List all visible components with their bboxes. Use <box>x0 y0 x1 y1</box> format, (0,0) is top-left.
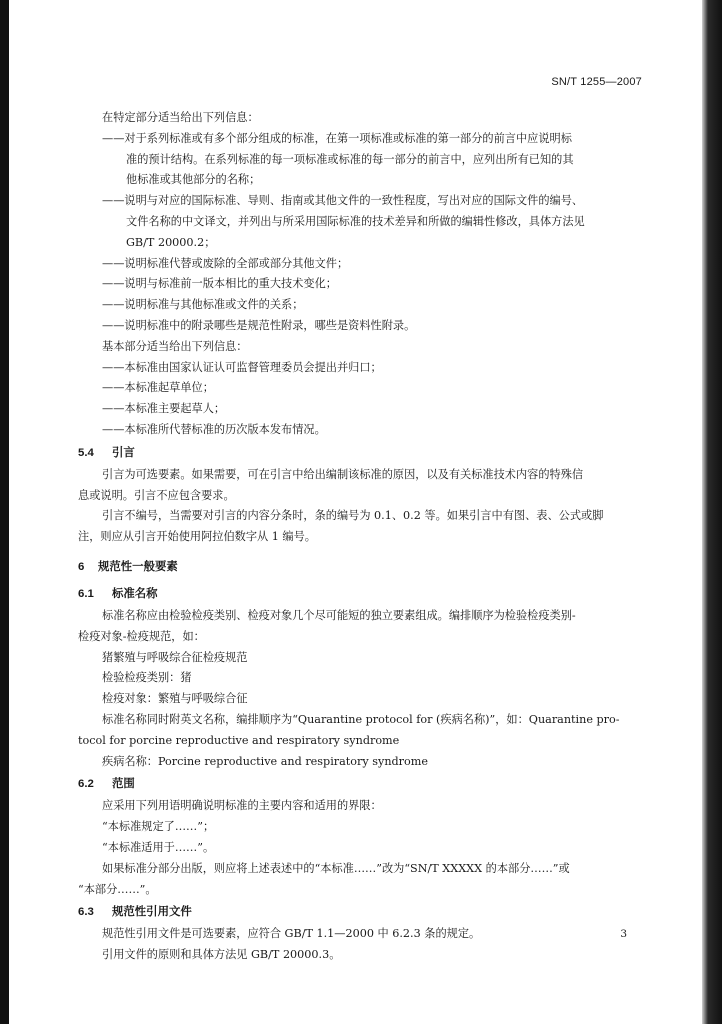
text-line: 猪繁殖与呼吸综合征检疫规范 <box>102 650 248 664</box>
text-line: 检验检疫类别：猪 <box>102 671 192 685</box>
text-line: ——本标准主要起草人； <box>102 402 226 416</box>
text-line: 注，则应从引言开始使用阿拉伯数字从 1 编号。 <box>78 530 316 544</box>
text-line: ——说明标准中的附录哪些是规范性附录，哪些是资料性附录。 <box>102 318 416 332</box>
text-line: 准的预计结构。在系列标准的每一项标准或标准的每一部分的前言中，应列出所有已知的其 <box>126 152 574 166</box>
section-number: 6.2 <box>78 778 94 791</box>
text-line: “本标准适用于……”。 <box>102 840 215 854</box>
page-number: 3 <box>620 928 627 940</box>
text-line: 标准名称同时附英文名称，编排顺序为“Quarantine protocol for (疾病名称)”，如：Quarantine pro- <box>102 712 620 726</box>
section-title: 引言 <box>112 446 135 459</box>
section-heading <box>78 582 644 606</box>
text-line: 引言不编号，当需要对引言的内容分条时，条的编号为 0.1、0.2 等。如果引言中有图、表、公式或脚 <box>102 509 604 523</box>
text-line: ——本标准由国家认证认可监督管理委员会提出并归口； <box>102 360 382 374</box>
section-number: 6.3 <box>78 906 94 919</box>
document-header-id: SN/T 1255—2007 <box>551 76 642 88</box>
section-heading <box>78 441 644 465</box>
section-heading <box>78 900 644 924</box>
text-line: tocol for porcine reproductive and respiratory syndrome <box>78 733 400 747</box>
text-line: 他标准或其他部分的名称； <box>126 173 261 187</box>
text-line: 检疫对象-检疫规范，如： <box>78 629 205 643</box>
text-line: ——说明标准与其他标准或文件的关系； <box>102 298 304 312</box>
text-line: 规范性引用文件是可选要素，应符合 GB/T 1.1—2000 中 6.2.3 条的规定。 <box>102 927 481 941</box>
text-line: ——说明标准代替或废除的全部或部分其他文件； <box>102 256 349 270</box>
section-title: 范围 <box>112 778 135 791</box>
section-number: 6 <box>78 560 85 573</box>
text-line: ——说明与标准前一版本相比的重大技术变化； <box>102 277 337 291</box>
text-line: ——本标准所代替标准的历次版本发布情况。 <box>102 422 326 436</box>
scan-edge-left <box>0 0 9 1024</box>
section-heading <box>78 552 644 582</box>
section-title: 标准名称 <box>112 587 158 600</box>
text-line: 引用文件的原则和具体方法见 GB/T 20000.3。 <box>102 948 341 962</box>
text-line: 在特定部分适当给出下列信息： <box>102 111 259 124</box>
text-line: 疾病名称：Porcine reproductive and respiratory syndrome <box>102 754 428 768</box>
text-line: GB/T 20000.2； <box>126 235 216 249</box>
text-line: ——本标准起草单位； <box>102 381 214 395</box>
text-line: “本标准规定了……”； <box>102 820 215 834</box>
section-number: 6.1 <box>78 587 94 600</box>
section-number: 5.4 <box>78 446 94 459</box>
text-line: 基本部分适当给出下列信息： <box>102 339 248 353</box>
text-line: 标准名称应由检验检疫类别、检疫对象几个尽可能短的独立要素组成。编排顺序为检验检疫类别- <box>102 608 576 622</box>
text-line: 应采用下列用语明确说明标准的主要内容和适用的界限： <box>102 799 382 813</box>
text-line: 如果标准分部分出版，则应将上述表述中的“本标准……”改为“SN/T XXXXX 的本部分……”或 <box>102 861 570 875</box>
text-line: 检疫对象：繁殖与呼吸综合征 <box>102 692 248 706</box>
section-title: 规范性引用文件 <box>112 906 192 919</box>
text-line: 文件名称的中文译文，并列出与所采用国际标准的技术差异和所做的编辑性修改，具体方法见 <box>126 214 585 228</box>
text-line: “本部分……”。 <box>78 882 157 896</box>
text-line: ——说明与对应的国际标准、导则、指南或其他文件的一致性程度，写出对应的国际文件的编号、 <box>102 194 584 208</box>
section-title: 规范性一般要素 <box>98 560 178 573</box>
document-body <box>78 108 644 966</box>
text-line: 引言为可选要素。如果需要，可在引言中给出编制该标准的原因，以及有关标准技术内容的特殊信 <box>102 467 584 481</box>
section-heading <box>78 772 644 796</box>
text-line: ——对于系列标准或有多个部分组成的标准，在第一项标准或标准的第一部分的前言中应说明标 <box>102 131 572 145</box>
text-line: 息或说明。引言不应包含要求。 <box>78 488 235 502</box>
scan-edge-right <box>702 0 722 1024</box>
